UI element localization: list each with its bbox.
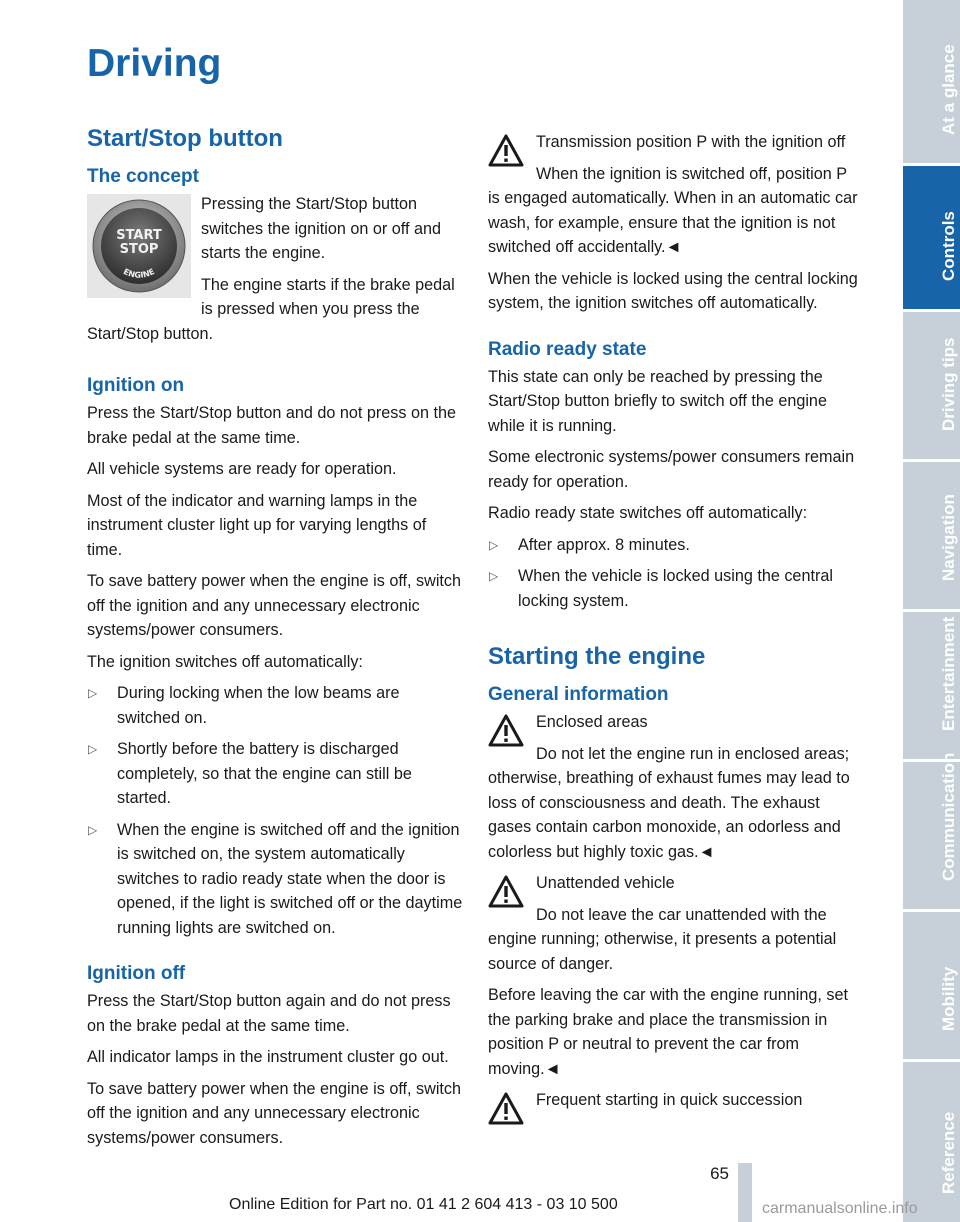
ignition-off-paragraph-3: To save battery power when the engine is off, switch off the ignition and any unnecessary electronic systems/power consumers. bbox=[87, 1079, 462, 1147]
ignition-off-paragraph-1: Press the Start/Stop button again and do not press on the brake pedal at the same time. bbox=[87, 992, 451, 1035]
page-number: 65 bbox=[710, 1164, 729, 1183]
left-column bbox=[87, 122, 463, 1157]
triangle-bullet-icon: ▷ bbox=[489, 537, 499, 552]
concept-paragraph-1: Pressing the Start/Stop button switches the ignition on or off and starts the engine. bbox=[201, 195, 441, 262]
heading-ignition-on: Ignition on bbox=[87, 375, 185, 396]
tab-entertainment[interactable]: Entertainment bbox=[903, 612, 960, 759]
heading-starting-the-engine: Starting the engine bbox=[488, 643, 706, 670]
start-stop-button-icon bbox=[87, 194, 191, 298]
radio-off-conditions-list bbox=[488, 533, 860, 614]
triangle-bullet-icon: ▷ bbox=[88, 686, 98, 700]
tab-driving-tips[interactable]: Driving tips bbox=[903, 312, 960, 459]
ignition-on-paragraph-1: Press the Start/Stop button and do not press on the brake pedal at the same time. bbox=[87, 404, 456, 447]
heading-ignition-off: Ignition off bbox=[87, 963, 186, 984]
list-item: ▷ After approx. 8 minutes. bbox=[488, 533, 860, 558]
radio-paragraph-2: Some electronic systems/power consumers remain ready for operation. bbox=[488, 448, 855, 491]
triangle-bullet-icon: ▷ bbox=[88, 822, 98, 837]
start-stop-button-image bbox=[87, 194, 191, 298]
warning-frequent-starting bbox=[488, 1088, 860, 1113]
chapter-tabs bbox=[903, 0, 960, 1222]
list-item: ▷ When the vehicle is locked using the central locking system. bbox=[488, 564, 860, 613]
radio-paragraph-3: Radio ready state switches off automatically: bbox=[488, 504, 808, 522]
warning-title: Frequent starting in quick succession bbox=[536, 1091, 803, 1109]
warning-title: Transmission position P with the ignition off bbox=[536, 133, 846, 151]
tab-at-a-glance[interactable]: At a glance bbox=[903, 0, 960, 163]
svg-text:ENGINE: ENGINE bbox=[121, 266, 157, 280]
warning-transmission-p bbox=[488, 130, 860, 260]
heading-radio-ready-state: Radio ready state bbox=[488, 338, 647, 360]
heading-the-concept: The concept bbox=[87, 166, 199, 187]
locked-paragraph: When the vehicle is locked using the central locking system, the ignition switches off automatically. bbox=[488, 269, 858, 312]
ignition-on-paragraph-3: Most of the indicator and warning lamps in the instrument cluster light up for varying lengths of time. bbox=[87, 491, 427, 559]
warning-triangle-icon bbox=[488, 134, 524, 168]
warning-text: When the ignition is switched off, position P is engaged automatically. When in an automatic car wash, for example, ensure that the ignition is not switched off accidentally.◄ bbox=[488, 164, 858, 256]
footer-edition: Online Edition for Part no. 01 41 2 604 413 - 03 10 500 bbox=[229, 1196, 618, 1213]
concept-paragraph-2: The engine starts if the brake pedal is pressed when you press the Start/Stop button. bbox=[87, 275, 455, 343]
warning-title: Unattended vehicle bbox=[536, 874, 675, 892]
list-item: ▷ When the engine is switched off and the ignition is switched on, the system automatically switches to radio ready state when the door is opened, if the light is switched off or the daytime running lights are switched on. bbox=[87, 818, 463, 941]
svg-text:START: START bbox=[116, 228, 162, 243]
right-column bbox=[488, 130, 860, 1128]
tab-communication[interactable]: Communication bbox=[903, 762, 960, 909]
warning-triangle-icon bbox=[488, 875, 524, 909]
list-item: ▷ Shortly before the battery is discharged completely, so that the engine can still be started. bbox=[87, 737, 463, 811]
warning-text: Do not leave the car unattended with the engine running; otherwise, it presents a potential source of danger. bbox=[488, 905, 837, 973]
page-number-bar bbox=[738, 1163, 752, 1222]
tab-reference[interactable]: Reference bbox=[903, 1062, 960, 1222]
ignition-off-conditions-list bbox=[87, 681, 463, 940]
warning-text: Do not let the engine run in enclosed areas; otherwise, breathing of exhaust fumes may lead to loss of consciousness and death. The exhaust gases contain carbon monoxide, an odorless and colorless but highly toxic gas.◄ bbox=[488, 744, 850, 861]
warning-triangle-icon bbox=[488, 714, 524, 748]
triangle-bullet-icon: ▷ bbox=[88, 742, 98, 756]
list-item: ▷ During locking when the low beams are switched on. bbox=[87, 681, 463, 730]
warning-title: Enclosed areas bbox=[536, 713, 648, 731]
tab-mobility[interactable]: Mobility bbox=[903, 912, 960, 1059]
svg-text:STOP: STOP bbox=[119, 242, 159, 257]
tab-navigation[interactable]: Navigation bbox=[903, 462, 960, 609]
warning-triangle-icon bbox=[488, 1092, 524, 1126]
ignition-on-paragraph-5: The ignition switches off automatically: bbox=[87, 652, 363, 671]
ignition-on-paragraph-4: To save battery power when the engine is off, switch off the ignition and any unnecessary electronic systems/power consumers. bbox=[87, 572, 462, 639]
tab-controls[interactable]: Controls bbox=[903, 166, 960, 309]
page-title: Driving bbox=[87, 42, 222, 85]
watermark: carmanualsonline.info bbox=[762, 1200, 918, 1217]
ignition-on-paragraph-2: All vehicle systems are ready for operation. bbox=[87, 460, 397, 478]
warning-enclosed-areas bbox=[488, 710, 860, 864]
heading-start-stop-button: Start/Stop button bbox=[87, 125, 283, 152]
triangle-bullet-icon: ▷ bbox=[489, 569, 499, 583]
heading-general-information: General information bbox=[488, 684, 669, 705]
radio-paragraph-1: This state can only be reached by pressing the Start/Stop button briefly to switch off the engine while it is running. bbox=[488, 367, 827, 435]
warning-unattended-vehicle bbox=[488, 871, 860, 976]
ignition-off-paragraph-2: All indicator lamps in the instrument cluster go out. bbox=[87, 1048, 449, 1066]
leaving-paragraph: Before leaving the car with the engine running, set the parking brake and place the transmission in position P or neutral to prevent the car from moving.◄ bbox=[488, 986, 848, 1078]
